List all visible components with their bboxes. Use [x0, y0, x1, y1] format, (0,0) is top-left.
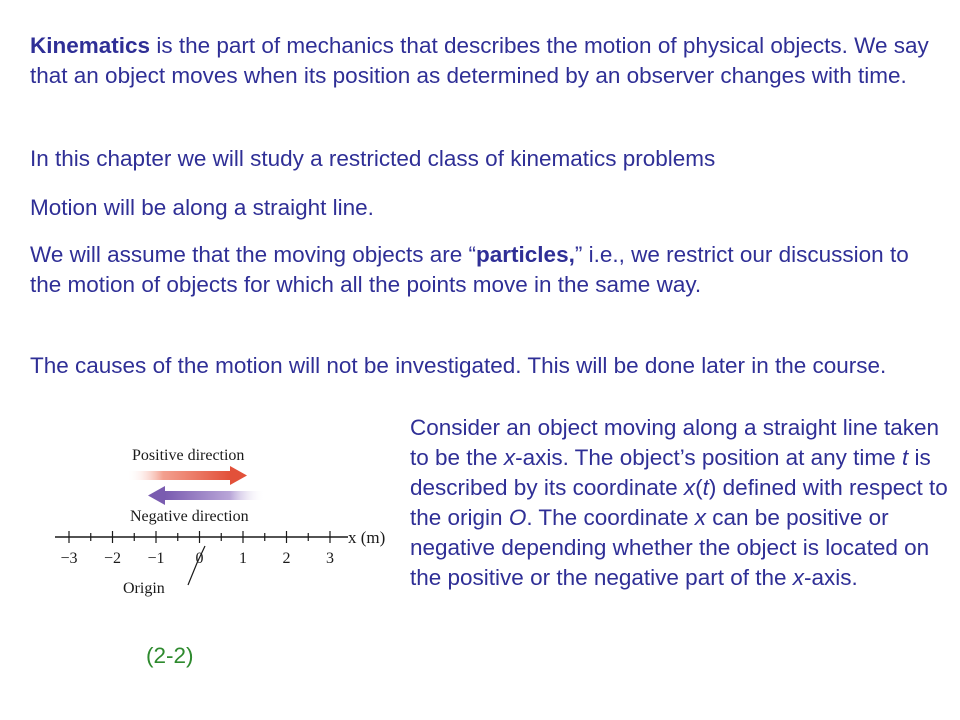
negative-direction-label: Negative direction — [130, 508, 249, 525]
axis-label: x (m) — [348, 528, 386, 547]
var-t-1: t — [901, 445, 909, 470]
tick-label: −1 — [147, 550, 165, 567]
x-axis-description — [410, 413, 950, 593]
var-x-1: x — [503, 445, 516, 470]
figure-caption: (2-2) — [146, 643, 194, 668]
desc-part-4: ( — [695, 475, 703, 500]
paragraph-chapter-scope: In this chapter we will study a restricted class of kinematics problems — [30, 146, 716, 171]
tick-label: 2 — [282, 550, 291, 567]
term-kinematics: Kinematics — [30, 33, 151, 58]
desc-part-6: . The coordinate — [526, 505, 695, 530]
paragraph-kinematics-definition — [30, 31, 945, 91]
axis-tick-labels — [60, 550, 334, 567]
positive-direction-label: Positive direction — [132, 447, 245, 464]
desc-part-2: -axis. The object’s position at any time — [515, 445, 902, 470]
desc-part-5: ) defined with respect to the origin — [410, 475, 948, 530]
var-x-4: x — [792, 565, 804, 590]
tick-label: −2 — [103, 550, 122, 567]
paragraph-straight-line: Motion will be along a straight line. — [30, 195, 374, 220]
paragraph-4-after: ” i.e., we restrict our discussion to the motion of objects for which all the points move in the same way. — [30, 242, 909, 297]
var-o: O — [508, 505, 527, 530]
term-particles: particles, — [476, 242, 575, 267]
origin-label: Origin — [123, 580, 165, 597]
paragraph-1-text: is the part of mechanics that describes the motion of physical objects. We say that an object moves when its position as determined by an observer changes with time. — [30, 33, 929, 88]
tick-label: −3 — [60, 550, 78, 567]
var-t-2: t — [702, 475, 709, 500]
negative-direction-arrow — [148, 486, 265, 505]
desc-part-3: is described by its coordinate — [410, 445, 931, 500]
desc-part-7: can be positive or negative depending whether the object is located on the positive or the negative part of the — [410, 505, 930, 590]
paragraph-4-before: We will assume that the moving objects are “ — [30, 242, 477, 267]
desc-part-1: Consider an object moving along a straight line taken to be the — [410, 415, 940, 470]
var-x-3: x — [694, 505, 707, 530]
paragraph-causes: The causes of the motion will not be investigated. This will be done later in the course. — [30, 353, 887, 378]
tick-label: 3 — [326, 550, 334, 567]
var-x-2: x — [683, 475, 696, 500]
desc-part-8: -axis. — [804, 565, 858, 590]
positive-direction-arrow — [127, 466, 247, 485]
paragraph-particles — [30, 240, 945, 300]
number-line-figure — [55, 435, 395, 610]
tick-label: 1 — [239, 550, 247, 567]
tick-label: 0 — [195, 550, 204, 567]
